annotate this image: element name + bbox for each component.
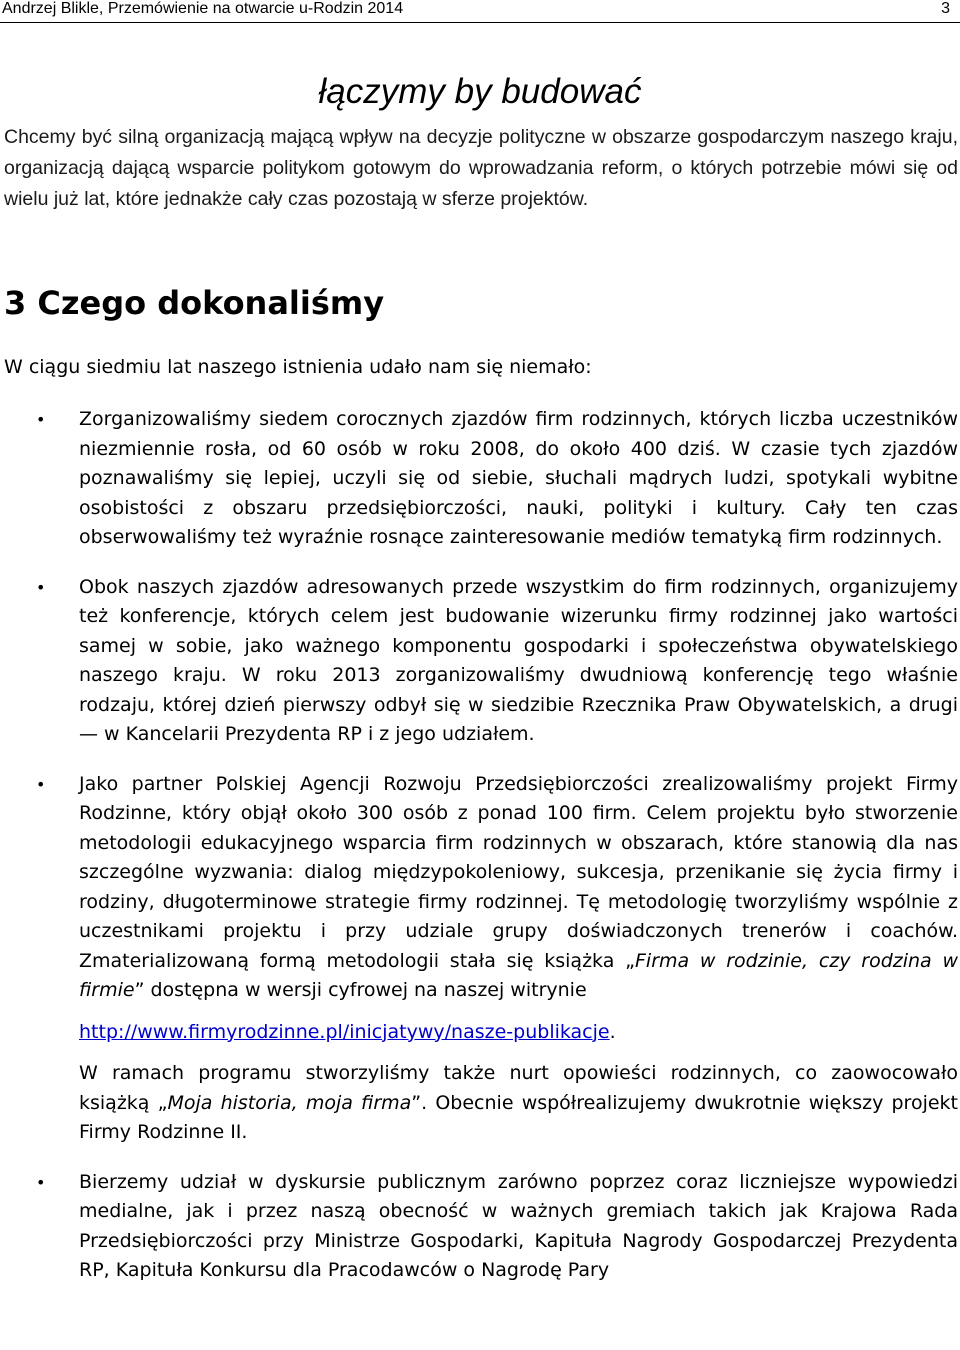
text-segment: Jako partner Polskiej Agencji Rozwoju Przedsiębiorczości zrealizowaliśmy projekt Firmy Rodzinne, który objął około 300 osób z ponad 100 firm. Celem projektu było stworzenie metodologii edukacyjnego wsparcia firm rodzinnych w obszarach, które stanowią dla nas szczególne wyzwania: dialog międzypokoleniowy, sukcesja, przenikanie się życia firmy i rodziny, długoterminowe strategie firmy rodzinnej. Tę metodologię tworzyliśmy wspólnie z uczestnikami projektu i przy udziale grupy doświadczonych trenerów i coachów. Zmaterializowaną formą metodologii stała się książka „ bbox=[79, 772, 958, 972]
header-title: Andrzej Blikle, Przemówienie na otwarcie u-Rodzin 2014 bbox=[2, 0, 404, 17]
link-paragraph bbox=[79, 1018, 958, 1048]
list-item-text bbox=[79, 1059, 958, 1148]
bullet-icon: • bbox=[36, 410, 46, 429]
section-lead: W ciągu siedmiu lat naszego istnienia udało nam się niemało: bbox=[4, 356, 592, 378]
publications-link[interactable]: http://www.firmyrodzinne.pl/inicjatywy/nasze-publikacje bbox=[79, 1020, 610, 1043]
motto-heading: łączymy by budować bbox=[318, 72, 642, 111]
text-segment: ” dostępna w wersji cyfrowej na naszej witrynie bbox=[134, 979, 587, 1001]
list-item bbox=[0, 405, 960, 553]
book-title: Firma w rodzinie, czy rodzina w firmie bbox=[79, 949, 958, 1001]
section-heading: 3 Czego dokonaliśmy bbox=[4, 284, 385, 322]
achievements-list bbox=[0, 405, 960, 1306]
list-item bbox=[0, 573, 960, 750]
text-segment: ”. Obecnie współrealizujemy dwukrotnie większy projekt Firmy Rodzinne II. bbox=[79, 1091, 959, 1143]
bullet-icon: • bbox=[36, 577, 46, 597]
bullet-icon: • bbox=[36, 774, 46, 794]
list-item-text bbox=[79, 770, 958, 1006]
list-item-text: Bierzemy udział w dyskursie publicznym zarówno poprzez coraz liczniejsze wypowiedzi medialne, jak i przez naszą obecność w ważnych gremiach takich jak Krajowa Rada Przedsiębiorczości przy Ministrze Gospodarki, Kapituła Nagrody Gospodarczej Prezydenta RP, Kapituła Konkursu dla Pracodawców o Nagrodę Pary bbox=[79, 1170, 958, 1281]
intro-paragraph: Chcemy być silną organizacją mającą wpływ na decyzje polityczne w obszarze gospodarczym naszego kraju, organizacją dającą wsparcie politykom gotowym do wprowadzania reform, o których potrzebie mówi się od wielu już lat, które jednakże cały czas pozostają w sferze projektów. bbox=[4, 126, 958, 210]
link-suffix: . bbox=[609, 1020, 616, 1043]
book-title: Moja historia, moja firma bbox=[167, 1091, 412, 1114]
bullet-icon: • bbox=[36, 1172, 46, 1192]
page-number: 3 bbox=[941, 0, 950, 17]
list-item-text: Obok naszych zjazdów adresowanych przede wszystkim do firm rodzinnych, organizujemy też konferencje, których celem jest budowanie wizerunku firmy rodzinnej jako wartości samej w sobie, jako ważnego komponentu gospodarki i społeczeństwa obywatelskiego naszego kraju. W roku 2013 zorganizowaliśmy dwudniową konferencję tego właśnie rodzaju, której dzień pierwszy odbył się w siedzibie Rzecznika Praw Obywatelskich, a drugi — w Kancelarii Prezydenta RP i z jego udziałem. bbox=[79, 575, 958, 745]
page-header bbox=[0, 0, 960, 23]
text-segment: W ramach programu stworzyliśmy także nurt opowieści rodzinnych, co zaowocowało książką „ bbox=[79, 1062, 958, 1114]
list-item bbox=[0, 1168, 960, 1286]
list-item bbox=[0, 770, 960, 1148]
list-item-text: Zorganizowaliśmy siedem corocznych zjazdów firm rodzinnych, których liczba uczestników niezmiennie rosła, od 60 osób w roku 2008, do około 400 dziś. W czasie tych zjazdów poznawaliśmy się lepiej, uczyli się od siebie, słuchali mądrych ludzi, spotykali wybitne osobistości z obszaru przedsiębiorczości, nauki, polityki i kultury. Cały ten czas obserwowaliśmy też wyraźnie rosnące zainteresowanie mediów tematyką firm rodzinnych. bbox=[79, 408, 958, 548]
